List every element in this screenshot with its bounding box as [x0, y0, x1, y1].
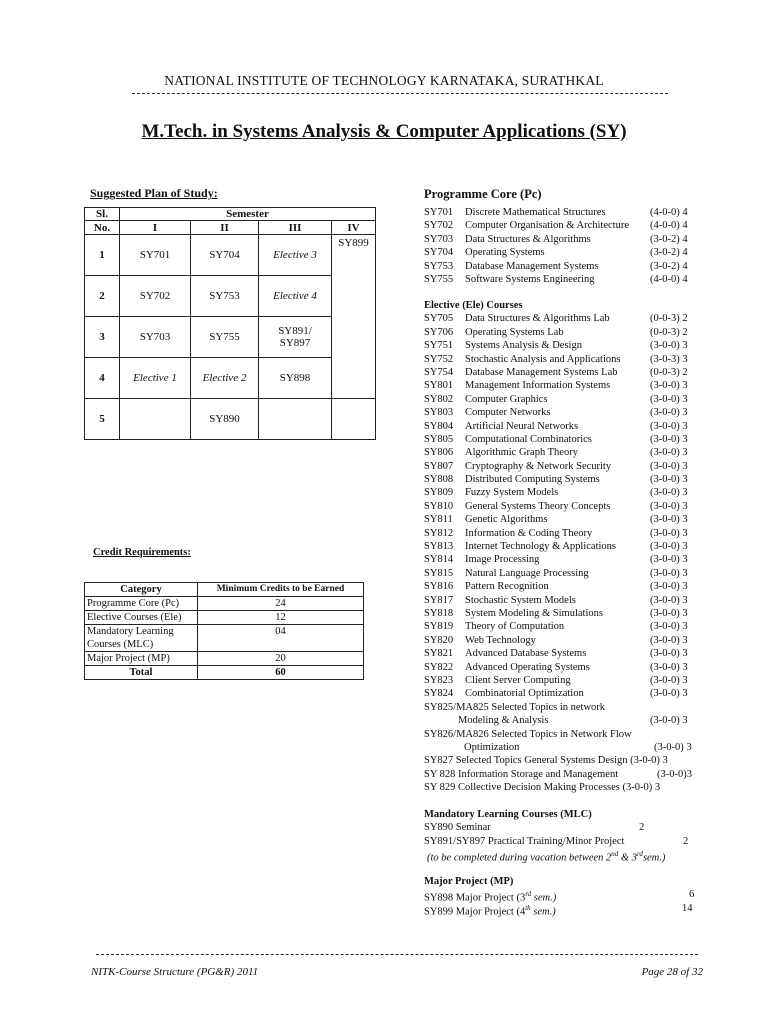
course-row: SY809 Fuzzy System Models (3-0-0) 3 [424, 487, 688, 499]
course-row: SY701 Discrete Mathematical Structures (4-0-0) 4 [424, 207, 688, 218]
course-row: SY703 Data Structures & Algorithms (3-0-2) 4 [424, 233, 688, 245]
mlc-heading: Mandatory Learning Courses (MLC) [424, 809, 592, 820]
course-row: SY706 Operating Systems Lab (0-0-3) 2 [424, 326, 688, 338]
table-row: 3 SY703 SY755 SY891/ SY897 [85, 317, 376, 358]
course-row: SY705 Data Structures & Algorithms Lab (0-0-3) 2 [424, 313, 688, 325]
study-plan-table [84, 207, 376, 440]
course-row: SY811 Genetic Algorithms (3-0-0) 3 [424, 514, 688, 526]
elective-section: Elective (Ele) Courses SY705 Data Structures & Algorithms Lab (0-0-3) 2 SY706 Operating Systems Lab (0-0-3) 2 SY751 Systems Analysis & Design (3-0-0) 3 SY752 Stochastic Analysis and Applications (3-0-3) 3 SY754 Database Management Systems Lab (0-0-3) 2 SY801 Management Information Systems (3-0-0) 3 SY802 Computer Graphics (3-0-0) 3 SY803 Computer Networks (3-0-0) 3 SY804 Artificial Neural Networks (3-0-0) 3 SY805 Computational Combinatorics (3-0-0) 3 SY806 Algorithmic Graph Theory (3-0-0) 3 SY807 Cryptography & Network Security (3-0-0) 3 SY808 Distributed Computing Systems (3-0-0) 3 SY809 Fuzzy System Models (3-0-0) 3 SY810 General Systems Theory Concepts (3-0-0) 3 SY811 Genetic Algorithms (3-0-0) 3 SY812 Information & Coding Theory (3-0-0) 3 SY813 Internet Technology & Applications (3-0-0) 3 SY814 Image Processing (3-0-0) 3 SY815 Natural Language Processing (3-0-0) 3 SY816 Pattern Recognition (3-0-0) 3 SY817 Stochastic System Models (3-0-0) 3 SY818 System Modeling & Simulations (3-0-0) 3 SY819 Theory of Computation (3-0-0) 3 SY820 Web Technology (3-0-0) 3 SY821 Advanced Database Systems (3-0-0) 3 SY822 Advanced Operating Systems (3-0-0) 3 SY823 Client Server Computing (3-0-0) 3 SY824 Combinatorial Optimization (3-0-0) 3 SY825/MA825 Selected Topics in network Modeling & Analysis (3-0-0) 3 SY826/MA826 Selected Topics in Network Flow Optimization (3-0-0) 3 SY827 Selected Topics General Systems Design (3-0-0) 3 SY 828 Information Storage and Management (3-0-0)3 SY 829 Collective Decision Making Processes (3-0-0) 3 [424, 299, 700, 794]
table-row: 2 SY702 SY753 Elective 4 [85, 276, 376, 317]
list-item: SY825/MA825 Selected Topics in network [424, 701, 606, 713]
credit-table: Category Minimum Credits to be Earned Programme Core (Pc) 24 Elective Courses (Ele) 12 Mandatory Learning Courses (MLC) 04 Major Project (MP) 20 Total 60 [84, 582, 364, 680]
course-row: SY702 Computer Organisation & Architecture (4-0-0) 4 [424, 220, 688, 232]
course-row: SY815 Natural Language Processing (3-0-0) 3 [424, 567, 688, 579]
plan-heading: Suggested Plan of Study: [90, 186, 218, 200]
table-row: Programme Core (Pc) 24 [85, 597, 364, 611]
sem-iii-header: III [259, 221, 332, 235]
mp-section: Major Project (MP) SY898 Major Project (3rd sem.) 6 SY899 Major Project (4th sem.) 14 [424, 875, 700, 915]
core-heading: Programme Core (Pc) [424, 187, 542, 201]
sl-header: Sl. [85, 208, 120, 221]
course-row: SY802 Computer Graphics (3-0-0) 3 [424, 393, 688, 405]
table-row: Elective Courses (Ele) 12 [85, 611, 364, 625]
course-row: SY752 Stochastic Analysis and Applications (3-0-3) 3 [424, 353, 688, 365]
course-row: SY816 Pattern Recognition (3-0-0) 3 [424, 581, 688, 593]
course-row: SY806 Algorithmic Graph Theory (3-0-0) 3 [424, 447, 688, 459]
course-row: SY813 Internet Technology & Applications (3-0-0) 3 [424, 541, 688, 553]
course-row: SY824 Combinatorial Optimization (3-0-0) 3 [424, 688, 688, 700]
table-row: 1 SY701 SY704 Elective 3 SY899 [85, 235, 376, 276]
mp-heading: Major Project (MP) [424, 876, 514, 887]
course-row: SY814 Image Processing (3-0-0) 3 [424, 554, 688, 566]
course-row: SY818 System Modeling & Simulations (3-0-0) 3 [424, 607, 688, 619]
table-row: Mandatory Learning Courses (MLC) 04 [85, 625, 364, 652]
course-row: SY821 Advanced Database Systems (3-0-0) 3 [424, 648, 688, 660]
table-row: Major Project (MP) 20 [85, 652, 364, 666]
course-row: SY803 Computer Networks (3-0-0) 3 [424, 407, 688, 419]
course-row: SY808 Distributed Computing Systems (3-0-0) 3 [424, 474, 688, 486]
table-row: 4 Elective 1 Elective 2 SY898 [85, 358, 376, 399]
institute-name: NATIONAL INSTITUTE OF TECHNOLOGY KARNATAKA, SURATHKAL [164, 73, 604, 88]
sem-iv-header: IV [332, 221, 376, 235]
course-row: SY704 Operating Systems (3-0-2) 4 [424, 247, 688, 259]
sem-i-header: I [120, 221, 191, 235]
course-row: SY751 Systems Analysis & Design (3-0-0) 3 [424, 340, 688, 352]
course-row: SY755 Software Systems Engineering (4-0-0) 4 [424, 273, 688, 285]
footer-page-number: Page 28 of 32 [641, 966, 703, 978]
footer-left: NITK-Course Structure (PG&R) 2011 [91, 966, 259, 978]
list-item: SY826/MA826 Selected Topics in Network Flow [424, 728, 632, 740]
course-row: SY754 Database Management Systems Lab (0-0-3) 2 [424, 366, 688, 378]
course-row: SY819 Theory of Computation (3-0-0) 3 [424, 621, 688, 633]
course-row: SY810 General Systems Theory Concepts (3-0-0) 3 [424, 500, 688, 512]
course-row: SY822 Advanced Operating Systems (3-0-0) 3 [424, 661, 688, 673]
course-row: SY801 Management Information Systems (3-0-0) 3 [424, 380, 688, 392]
course-row: SY807 Cryptography & Network Security (3-0-0) 3 [424, 460, 688, 472]
header-divider [132, 93, 668, 94]
list-item: SY827 Selected Topics General Systems Design (3-0-0) 3 [424, 755, 668, 767]
mlc-section: Mandatory Learning Courses (MLC) SY890 Seminar 2 SY891/SY897 Practical Training/Minor Project 2 (to be completed during vacation between 2nd & 3rdsem.) [424, 808, 700, 862]
footer-divider [96, 954, 698, 955]
core-list [424, 206, 700, 286]
course-row: SY812 Information & Coding Theory (3-0-0) 3 [424, 527, 688, 539]
list-item: SY 829 Collective Decision Making Processes (3-0-0) 3 [424, 782, 661, 794]
list-item: SY 828 Information Storage and Management (3-0-0)3 [424, 768, 692, 780]
credit-heading: Credit Requirements: [93, 547, 191, 558]
course-row: SY753 Database Management Systems (3-0-2) 4 [424, 260, 688, 272]
elective-heading: Elective (Ele) Courses [424, 300, 523, 311]
course-row: SY817 Stochastic System Models (3-0-0) 3 [424, 594, 688, 606]
course-row: SY804 Artificial Neural Networks (3-0-0) 3 [424, 420, 688, 432]
course-row: SY823 Client Server Computing (3-0-0) 3 [424, 674, 688, 686]
total-row: Total 60 [85, 666, 364, 680]
page-title: M.Tech. in Systems Analysis & Computer Applications (SY) [141, 121, 627, 142]
course-row: SY820 Web Technology (3-0-0) 3 [424, 634, 688, 646]
sem-ii-header: II [191, 221, 259, 235]
no-header: No. [85, 221, 120, 235]
elective-list [424, 312, 700, 700]
course-row: SY805 Computational Combinatorics (3-0-0) 3 [424, 433, 688, 445]
table-row: 5 SY890 [85, 399, 376, 440]
semester-header: Semester [120, 208, 376, 221]
